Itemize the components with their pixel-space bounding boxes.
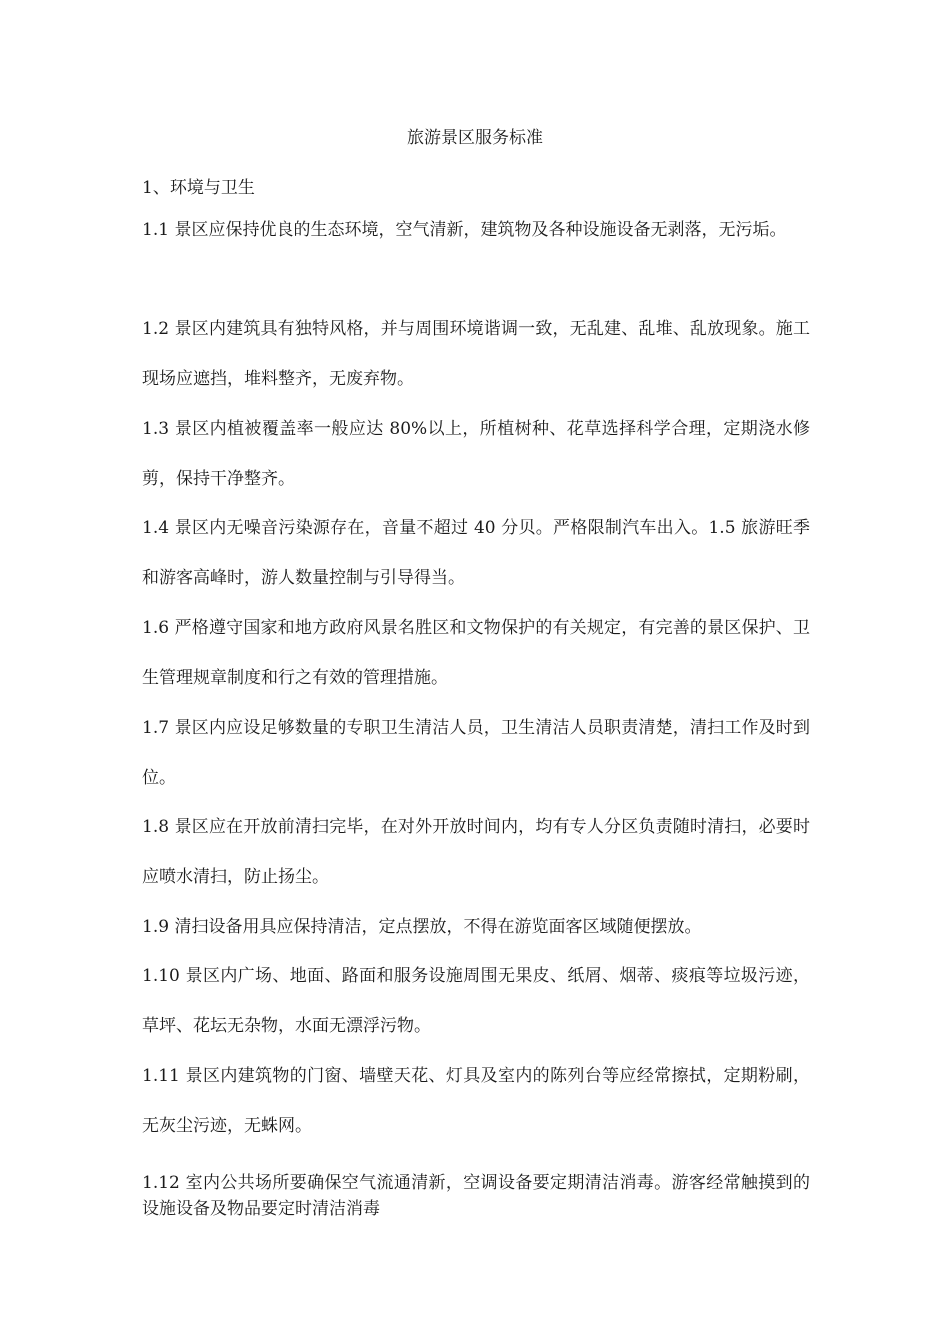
paragraph-1-6: 1.6 严格遵守国家和地方政府风景名胜区和文物保护的有关规定，有完善的景区保护、卫生管理规章制度和行之有效的管理措施。 [142,618,810,688]
paragraph-1-4: 1.4 景区内无噪音污染源存在，音量不超过 40 分贝。严格限制汽车出入。1.5 旅游旺季和游客高峰时，游人数量控制与引导得当。 [142,518,810,588]
document-title: 旅游景区服务标准 [407,128,543,148]
paragraph-1-10: 1.10 景区内广场、地面、路面和服务设施周围无果皮、纸屑、烟蒂、痰痕等垃圾污迹，草坪、花坛无杂物，水面无漂浮污物。 [142,966,810,1036]
paragraph-1-8: 1.8 景区应在开放前清扫完毕，在对外开放时间内，均有专人分区负责随时清扫，必要时应喷水清扫，防止扬尘。 [142,817,810,887]
paragraph-1-12: 1.12 室内公共场所要确保空气流通清新，空调设备要定期清洁消毒。游客经常触摸到的设施设备及物品要定时清洁消毒 [142,1173,810,1219]
paragraph-1-11: 1.11 景区内建筑物的门窗、墙壁天花、灯具及室内的陈列台等应经常擦拭，定期粉刷，无灰尘污迹，无蛛网。 [142,1066,810,1136]
paragraph-1-3: 1.3 景区内植被覆盖率一般应达 80%以上，所植树种、花草选择科学合理，定期浇水修剪，保持干净整齐。 [142,419,810,489]
paragraph-1-7: 1.7 景区内应设足够数量的专职卫生清洁人员，卫生清洁人员职责清楚，清扫工作及时到位。 [142,718,810,788]
section-heading: 1、环境与卫生 [142,178,255,198]
paragraph-1-2: 1.2 景区内建筑具有独特风格，并与周围环境谐调一致，无乱建、乱堆、乱放现象。施工现场应遮挡，堆料整齐，无废弃物。 [142,319,810,389]
paragraph-1-9: 1.9 清扫设备用具应保持清洁，定点摆放，不得在游览面客区域随便摆放。 [142,917,702,937]
paragraph-1-1: 1.1 景区应保持优良的生态环境，空气清新，建筑物及各种设施设备无剥落，无污垢。 [142,220,787,240]
